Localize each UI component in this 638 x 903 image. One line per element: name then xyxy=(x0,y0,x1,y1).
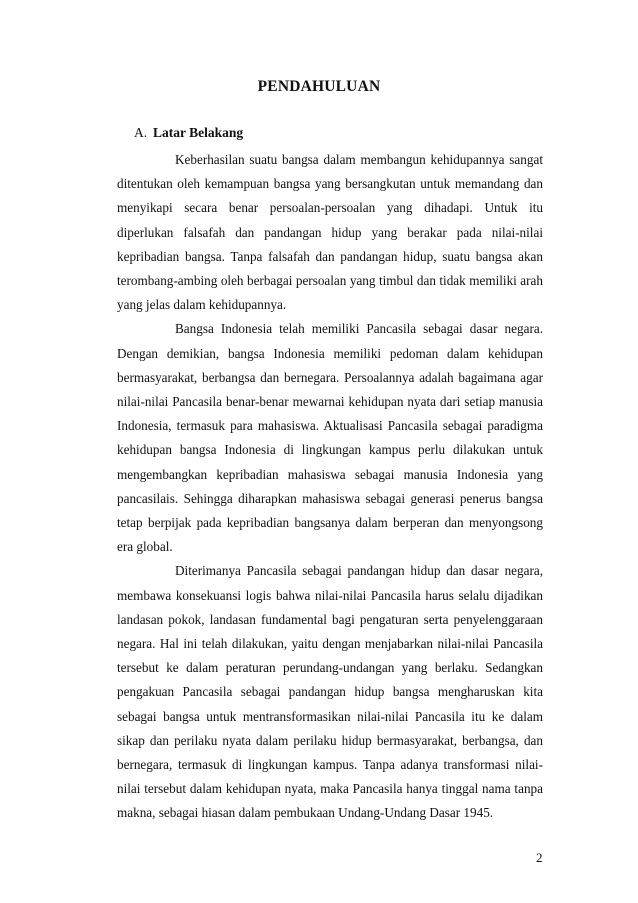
paragraph: Bangsa Indonesia telah memiliki Pancasila sebagai dasar negara. Dengan demikian, bangsa Indonesia memiliki pedoman dalam kehidupan bermasyarakat, berbangsa dan bernegara. Persoalannya adalah bagaimana agar nilai-nilai Pancasila benar-benar mewarnai kehidupan nyata dari setiap manusia Indonesia, termasuk para mahasiswa. Aktualisasi Pancasila sebagai paradigma kehidupan bangsa Indonesia di lingkungan kampus perlu dilakukan untuk mengembangkan kepribadian mahasiswa sebagai manusia Indonesia yang pancasilais. Sehingga diharapkan mahasiswa sebagai generasi penerus bangsa tetap berpijak pada kepribadian bangsanya dalam berperan dan menyongsong era global. xyxy=(117,321,543,555)
page-number: 2 xyxy=(536,850,543,865)
page-title: PENDAHULUAN xyxy=(257,78,381,95)
section-letter: A. xyxy=(134,125,148,140)
paragraph: Diterimanya Pancasila sebagai pandangan hidup dan dasar negara, membawa konsekuansi logis bahwa nilai-nilai Pancasila harus selalu dijadikan landasan pokok, landasan fundamental bagi pengaturan serta penyelenggaraan negara. Hal ini telah dilakukan, yaitu dengan menjabarkan nilai-nilai Pancasila tersebut ke dalam peraturan perundang-undangan yang berlaku. Sedangkan pengakuan Pancasila sebagai pandangan hidup bangsa mengharuskan kita sebagai bangsa untuk mentransformasikan nilai-nilai Pancasila itu ke dalam sikap dan perilaku nyata dalam perilaku hidup bermasyarakat, berbangsa, dan bernegara, termasuk di lingkungan kampus. Tanpa adanya transformasi nilai-nilai tersebut dalam kehidupan nyata, maka Pancasila hanya tinggal nama tanpa makna, sebagai hiasan dalam pembukaan Undang-Undang Dasar 1945. xyxy=(117,563,543,821)
section-heading xyxy=(134,125,243,141)
paragraph: Keberhasilan suatu bangsa dalam membangun kehidupannya sangat ditentukan oleh kemampuan bangsa yang bersangkutan untuk memandang dan menyikapi secara benar persoalan-persoalan yang dihadapi. Untuk itu diperlukan falsafah dan pandangan hidup yang berakar pada nilai-nilai kepribadian bangsa. Tanpa falsafah dan pandangan hidup, suatu bangsa akan terombang-ambing oleh berbagai persoalan yang timbul dan tidak memiliki arah yang jelas dalam kehidupannya. xyxy=(117,152,543,313)
section-heading-text: Latar Belakang xyxy=(153,125,244,140)
body-text xyxy=(117,148,543,826)
